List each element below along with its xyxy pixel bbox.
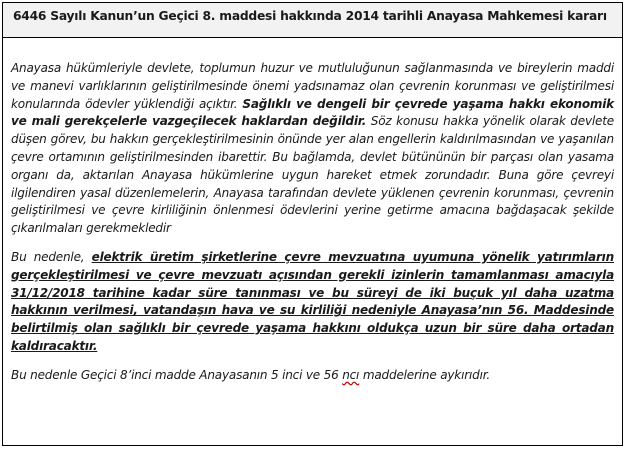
paragraph-2-text-1: Bu nedenle,: [11, 249, 92, 264]
paragraph-1-text-2: Söz konusu hakka yönelik olarak devlete düşen görev, bu hakkın gerçekleştirilmesinin önünde yer alan engellerin kaldırılmasından ve yaşanılan çevre ortamının geliştirilmesinden ibarettir. Bu bağlamda, devlet bütününün bir parçası olan yasama organı da, aktarılan Anayasa hükümlerine uygun hareket etmek zorundadır. Buna göre çevreyi ilgilendiren yasal düzenlemelerin, Anayasa tarafından devlete yüklenen çevrenin korunması, çevrenin geliştirilmesi ve çevre kirliliğinin önlenmesi ödevlerini yerine getirme amacına bağdaşacak şekilde çıkarılmaları gerekmekledir: [11, 114, 614, 236]
paragraph-3-text-2: maddelerine aykırıdır.: [359, 367, 490, 382]
paragraph-1: [11, 60, 614, 238]
document-title: 6446 Sayılı Kanun’un Geçici 8. maddesi hakkında 2014 tarihli Anayasa Mahkemesi kararı: [13, 9, 607, 23]
paragraph-3-text-1: Bu nedenle Geçici 8’inci madde Anayasanın 5 inci ve 56: [11, 367, 343, 382]
paragraph-2-bold-underlined: elektrik üretim şirketlerine çevre mevzuatına uyumuna yönelik yatırımların gerçekleştirilmesi ve çevre mevzuatı açısından gerekli izinlerin tamamlanması amacıyla 31/12/2018 tarihine kadar süre tanınması ve bu süreyi de iki buçuk yıl daha uzatma hakkının verilmesi, vatandaşın hava ve su kirliliği nedeniyle Anayasa’nın 56. Maddesinde belirtilmiş olan sağlıklı bir çevrede yaşama hakkını oldukça uzun bir süre daha ortadan kaldıracaktır.: [11, 249, 614, 353]
document-frame: [2, 2, 623, 446]
paragraph-2: [11, 249, 614, 356]
paragraph-3-flagged-word: ncı: [342, 367, 360, 382]
document-body: [3, 38, 622, 385]
header-bar: [3, 3, 622, 38]
paragraph-3: [11, 367, 614, 385]
paragraph-1-bold-statement: Sağlıklı ve dengeli bir çevrede yaşama hakkı ekonomik ve mali gerekçelerle vazgeçilecek haklardan değildir.: [11, 96, 614, 129]
paragraph-1-text-1: Anayasa hükümleriyle devlete, toplumun huzur ve mutluluğunun sağlanmasında ve bireylerin maddi ve manevi varlıklarının geliştirilmesinde önemi yadsınamaz olan çevrenin korunması ve geliştirilmesi konularında ödevler yüklendiği açıktır.: [11, 61, 614, 111]
